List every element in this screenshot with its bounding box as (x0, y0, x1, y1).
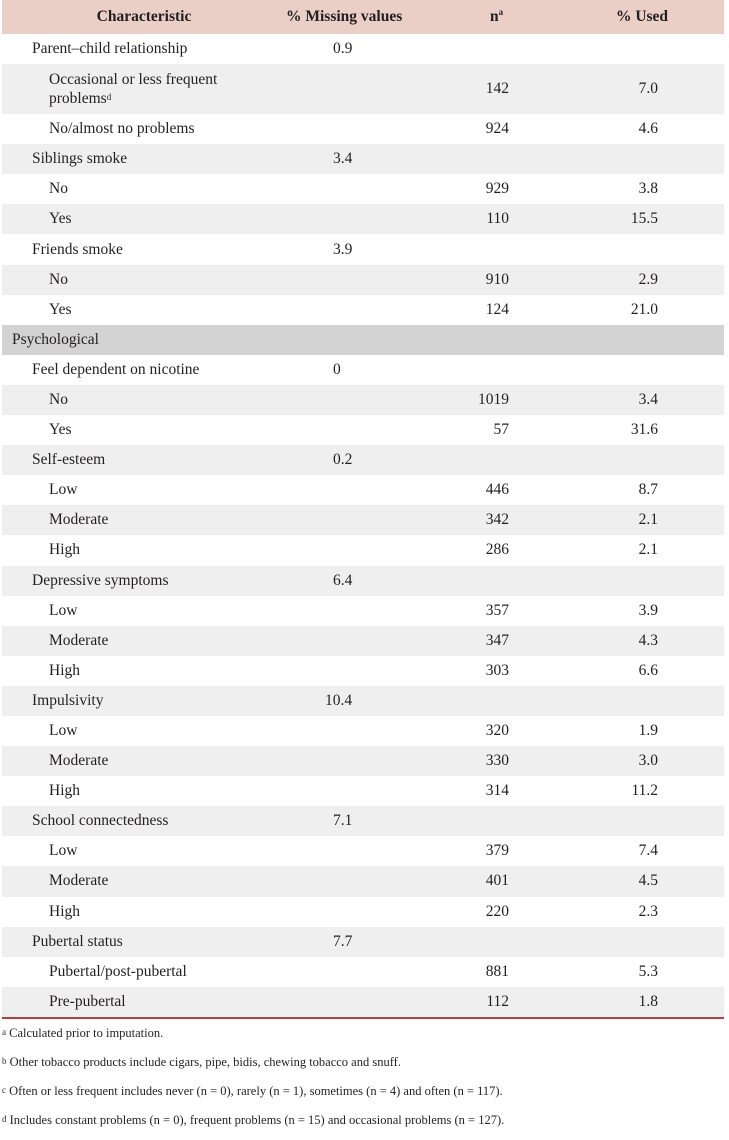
row-label: High (49, 782, 80, 800)
row-used (560, 355, 724, 385)
table-bottom-rule (2, 1017, 724, 1019)
row-n (433, 927, 560, 957)
footnote-text: Other tobacco products include cigars, pipe, bidis, chewing tobacco and snuff. (9, 1055, 401, 1069)
table-row (2, 987, 724, 1017)
row-label: High (49, 661, 80, 679)
row-missing (286, 776, 433, 806)
table-row (2, 806, 724, 836)
table-row (2, 957, 724, 987)
footnote-mark: d (2, 1114, 7, 1124)
table-row (2, 566, 724, 596)
row-label: Siblings smoke (32, 150, 128, 168)
row-label: Yes (49, 300, 72, 318)
row-label: Pre-pubertal (49, 992, 126, 1010)
row-used (560, 144, 724, 174)
row-missing (286, 836, 433, 866)
col-header-n-sup: a (498, 7, 504, 17)
row-label-line2: problems (49, 90, 107, 108)
row-n: 379 (485, 842, 509, 860)
row-n (433, 355, 560, 385)
table-row (2, 897, 724, 927)
row-label: Low (49, 481, 78, 499)
row-label: Pubertal status (32, 932, 123, 950)
table-row (2, 64, 724, 114)
row-label-sup: d (106, 92, 112, 103)
col-header-n-text: n (489, 8, 499, 25)
row-n: 924 (485, 120, 509, 138)
row-used: 4.3 (638, 631, 658, 649)
row-missing (286, 866, 433, 896)
table-row (2, 34, 724, 64)
table-row (2, 415, 724, 445)
data-table-container (2, 0, 724, 1019)
row-used (560, 445, 724, 475)
col-header-missing: % Missing values (286, 8, 403, 25)
row-used (560, 927, 724, 957)
row-n: 124 (485, 300, 509, 318)
row-used: 15.5 (630, 210, 658, 228)
row-used: 7.4 (638, 842, 658, 860)
row-used: 3.4 (638, 390, 658, 408)
row-label: Yes (49, 421, 72, 439)
row-missing (286, 656, 433, 686)
footnote-c (2, 1082, 724, 1111)
table-row (2, 114, 724, 144)
row-label-line1: Occasional or less frequent (49, 71, 218, 89)
row-used: 11.2 (631, 782, 658, 800)
row-n: 929 (485, 180, 509, 198)
row-n (433, 566, 560, 596)
row-used: 8.7 (638, 481, 658, 499)
row-n: 881 (485, 962, 509, 980)
row-used: 1.9 (638, 722, 658, 740)
footnote-text: Often or less frequent includes never (n = 0), rarely (n = 1), sometimes (n = 4) and often (n = 117). (9, 1084, 503, 1098)
row-n: 112 (486, 992, 509, 1010)
row-used: 6.6 (638, 661, 658, 679)
table-row (2, 836, 724, 866)
table-row (2, 505, 724, 535)
row-used: 3.8 (638, 180, 658, 198)
col-header-characteristic: Characteristic (96, 8, 192, 25)
section-label: Psychological (12, 330, 99, 348)
footnote-text: Calculated prior to imputation. (9, 1026, 164, 1040)
row-missing (286, 475, 433, 505)
row-missing (286, 174, 433, 204)
row-missing (286, 265, 433, 295)
row-n (433, 806, 560, 836)
row-missing: 7.7 (333, 932, 353, 950)
row-missing: 6.4 (333, 571, 353, 589)
table-row (2, 295, 724, 325)
row-used (560, 566, 724, 596)
row-missing (286, 596, 433, 626)
row-label: Moderate (49, 752, 109, 770)
row-n: 347 (485, 631, 509, 649)
row-missing (286, 415, 433, 445)
row-n (433, 234, 560, 264)
row-missing: 7.1 (333, 812, 353, 830)
row-n (433, 445, 560, 475)
row-used: 4.5 (638, 872, 658, 890)
row-label: Self-esteem (32, 451, 106, 469)
row-used: 2.1 (638, 511, 658, 529)
row-missing: 3.9 (333, 240, 353, 258)
footnote-a (2, 1024, 724, 1053)
row-n: 110 (486, 210, 509, 228)
section-row (2, 325, 724, 355)
table-row (2, 535, 724, 565)
row-label: Moderate (49, 511, 109, 529)
table-row (2, 686, 724, 716)
row-label: Pubertal/post-pubertal (49, 962, 187, 980)
data-table (2, 0, 724, 1017)
row-n (433, 686, 560, 716)
table-row (2, 204, 724, 234)
col-header-n (433, 0, 560, 34)
row-label: Low (49, 842, 78, 860)
row-missing (286, 204, 433, 234)
row-used: 5.3 (638, 962, 658, 980)
row-label: No (49, 180, 68, 198)
col-header-used: % Used (615, 8, 669, 25)
row-label: High (49, 902, 80, 920)
row-n: 57 (493, 421, 509, 439)
row-n: 357 (485, 601, 509, 619)
row-missing: 0.9 (333, 40, 353, 58)
row-label: No (49, 270, 68, 288)
row-label: Moderate (49, 631, 109, 649)
table-row (2, 866, 724, 896)
row-label: Low (49, 722, 78, 740)
row-n: 401 (485, 872, 509, 890)
table-row (2, 716, 724, 746)
row-n: 342 (485, 511, 509, 529)
row-missing (286, 295, 433, 325)
row-used: 31.6 (630, 421, 658, 439)
row-n: 1019 (478, 390, 509, 408)
row-n: 142 (485, 80, 509, 98)
footnote-d (2, 1111, 724, 1140)
footnote-mark: c (2, 1085, 6, 1095)
table-row (2, 776, 724, 806)
row-used: 1.8 (638, 992, 658, 1010)
row-used (560, 234, 724, 264)
row-n: 286 (485, 541, 509, 559)
row-used (560, 34, 724, 64)
row-label: No/almost no problems (49, 120, 195, 138)
table-row (2, 234, 724, 264)
row-label (2, 64, 286, 114)
row-n: 314 (485, 782, 509, 800)
row-label: Yes (49, 210, 72, 228)
table-row (2, 927, 724, 957)
row-used: 3.0 (638, 752, 658, 770)
table-row (2, 445, 724, 475)
row-missing (286, 716, 433, 746)
row-missing (286, 505, 433, 535)
row-used: 21.0 (630, 300, 658, 318)
row-n (433, 34, 560, 64)
row-missing (286, 114, 433, 144)
row-missing: 10.4 (325, 691, 353, 709)
row-n: 330 (485, 752, 509, 770)
table-row (2, 626, 724, 656)
row-missing (286, 64, 433, 114)
row-used: 4.6 (638, 120, 658, 138)
row-label: School connectedness (32, 812, 169, 830)
table-row (2, 656, 724, 686)
table-header-row (2, 0, 724, 34)
row-label: Depressive symptoms (32, 571, 169, 589)
table-row (2, 475, 724, 505)
footnote-b (2, 1053, 724, 1082)
row-missing (286, 746, 433, 776)
row-missing (286, 535, 433, 565)
row-used: 2.3 (638, 902, 658, 920)
table-row (2, 355, 724, 385)
row-label: No (49, 390, 68, 408)
row-label: Feel dependent on nicotine (32, 360, 200, 378)
row-label: Parent–child relationship (32, 40, 188, 58)
table-row (2, 265, 724, 295)
table-row (2, 746, 724, 776)
footnote-text: Includes constant problems (n = 0), frequent problems (n = 15) and occasional problems (n = 127). (9, 1113, 505, 1127)
row-label: Moderate (49, 872, 109, 890)
row-missing (286, 385, 433, 415)
row-missing (286, 626, 433, 656)
table-row (2, 385, 724, 415)
row-label: High (49, 541, 80, 559)
footnote-mark: a (2, 1027, 6, 1037)
row-n: 220 (485, 902, 509, 920)
table-row (2, 144, 724, 174)
row-n: 910 (485, 270, 509, 288)
row-label: Friends smoke (32, 240, 123, 258)
row-used (560, 806, 724, 836)
row-n: 303 (485, 661, 509, 679)
row-used: 3.9 (638, 601, 658, 619)
row-missing: 3.4 (333, 150, 353, 168)
row-n: 446 (485, 481, 509, 499)
row-label: Low (49, 601, 78, 619)
row-used: 2.9 (638, 270, 658, 288)
row-used: 2.1 (638, 541, 658, 559)
footnote-mark: b (2, 1056, 7, 1066)
row-used: 7.0 (638, 80, 658, 98)
row-used (560, 686, 724, 716)
row-n: 320 (485, 722, 509, 740)
table-row (2, 174, 724, 204)
row-missing: 0.2 (333, 451, 353, 469)
row-missing (286, 987, 433, 1017)
row-missing (286, 957, 433, 987)
footnotes (2, 1024, 724, 1140)
row-n (433, 144, 560, 174)
table-row (2, 596, 724, 626)
row-missing (286, 897, 433, 927)
row-missing: 0 (333, 360, 341, 378)
row-label: Impulsivity (32, 691, 104, 709)
